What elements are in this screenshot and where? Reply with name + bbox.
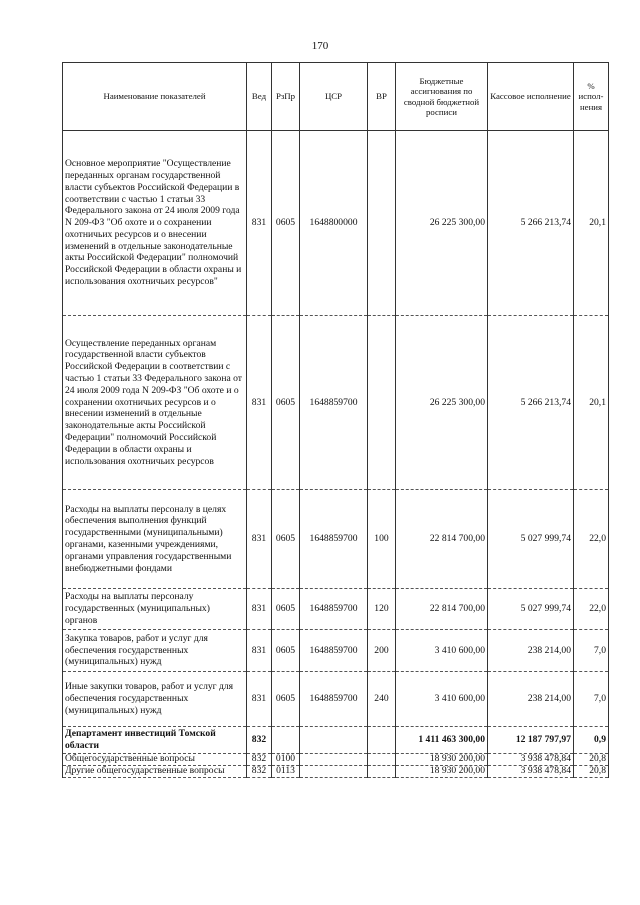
cell-budget: 1 411 463 300,00 — [396, 727, 488, 754]
cell-pct: 7,0 — [574, 630, 609, 672]
page-number: 170 — [311, 40, 329, 52]
cell-ved: 831 — [247, 316, 272, 490]
cell-name: Общегосударственные вопросы — [63, 753, 247, 765]
cell-csr — [300, 727, 368, 754]
table-row — [63, 765, 609, 777]
cell-csr: 1648859700 — [300, 672, 368, 727]
cell-ved: 831 — [247, 490, 272, 589]
cell-rzpr: 0605 — [272, 316, 300, 490]
cell-name: Осуществление переданных органам государственной власти субъектов Российской Федерации в соответствии с частью 1 статьи 33 Федерального закона от 24 июля 2009 года N 209-ФЗ "Об охоте и о сохранении охотничьих ресурсов и о внесении изменений в отдельные законодательные акты Российской Федерации" полномочий Российской Федерации в области охраны и использования охотничьих ресурсов — [63, 316, 247, 490]
cell-name: Расходы на выплаты персоналу государственных (муниципальных) органов — [63, 589, 247, 630]
col-header-vr: ВР — [368, 63, 396, 131]
budget-table — [62, 62, 609, 778]
cell-name: Основное мероприятие "Осуществление переданных органам государственной власти субъектов Российской Федерации в соответствии с частью 1 статьи 33 Федерального закона от 24 июля 2009 года N 209-ФЗ "Об охоте и о сохранении охотничьих ресурсов и о внесении изменений в отдельные законодательные акты Российской Федерации" полномочий Российской Федерации в области охраны и использования охотничьих ресурсов" — [63, 131, 247, 316]
cell-rzpr: 0113 — [272, 765, 300, 777]
cell-name: Департамент инвестиций Томской области — [63, 727, 247, 754]
cell-csr — [300, 765, 368, 777]
cell-rzpr: 0605 — [272, 589, 300, 630]
cell-budget: 26 225 300,00 — [396, 131, 488, 316]
cell-ved: 831 — [247, 672, 272, 727]
cell-cash: 5 027 999,74 — [488, 589, 574, 630]
cell-ved: 832 — [247, 765, 272, 777]
cell-vr — [368, 753, 396, 765]
cell-rzpr: 0605 — [272, 630, 300, 672]
cell-pct: 0,9 — [574, 727, 609, 754]
col-header-ved: Вед — [247, 63, 272, 131]
cell-name: Другие общегосударственные вопросы — [63, 765, 247, 777]
cell-cash: 5 027 999,74 — [488, 490, 574, 589]
cell-rzpr: 0605 — [272, 490, 300, 589]
cell-csr: 1648859700 — [300, 630, 368, 672]
cell-vr — [368, 316, 396, 490]
cell-rzpr: 0605 — [272, 131, 300, 316]
cell-budget: 18 930 200,00 — [396, 765, 488, 777]
cell-ved: 831 — [247, 630, 272, 672]
cell-pct: 7,0 — [574, 672, 609, 727]
col-header-csr: ЦСР — [300, 63, 368, 131]
table-row — [63, 630, 609, 672]
cell-name: Расходы на выплаты персоналу в целях обеспечения выполнения функций государственными (муниципальными) органами, казенными учреждениями, органами управления государственными внебюджетными фондами — [63, 490, 247, 589]
cell-rzpr — [272, 727, 300, 754]
cell-vr: 200 — [368, 630, 396, 672]
table-row — [63, 316, 609, 490]
table-header-row — [63, 63, 609, 131]
cell-cash: 3 938 478,84 — [488, 753, 574, 765]
cell-name: Закупка товаров, работ и услуг для обеспечения государственных (муниципальных) нужд — [63, 630, 247, 672]
col-header-pct: % испол-нения — [574, 63, 609, 131]
cell-cash: 238 214,00 — [488, 672, 574, 727]
table-row — [63, 727, 609, 754]
cell-pct: 22,0 — [574, 490, 609, 589]
cell-pct: 20,8 — [574, 765, 609, 777]
table-row — [63, 672, 609, 727]
cell-vr: 120 — [368, 589, 396, 630]
cell-cash: 238 214,00 — [488, 630, 574, 672]
cell-csr: 1648800000 — [300, 131, 368, 316]
col-header-rzpr: РзПр — [272, 63, 300, 131]
cell-ved: 832 — [247, 753, 272, 765]
cell-cash: 5 266 213,74 — [488, 316, 574, 490]
cell-vr — [368, 727, 396, 754]
cell-vr: 240 — [368, 672, 396, 727]
cell-budget: 22 814 700,00 — [396, 589, 488, 630]
col-header-budget: Бюджетные ассигнования по сводной бюджетной росписи — [396, 63, 488, 131]
cell-vr — [368, 765, 396, 777]
cell-vr — [368, 131, 396, 316]
table-row — [63, 490, 609, 589]
cell-cash: 12 187 797,97 — [488, 727, 574, 754]
cell-pct: 20,1 — [574, 316, 609, 490]
cell-vr: 100 — [368, 490, 396, 589]
cell-rzpr: 0100 — [272, 753, 300, 765]
cell-pct: 20,8 — [574, 753, 609, 765]
cell-budget: 26 225 300,00 — [396, 316, 488, 490]
col-header-name: Наименование показателей — [63, 63, 247, 131]
cell-budget: 3 410 600,00 — [396, 630, 488, 672]
cell-ved: 832 — [247, 727, 272, 754]
table-row — [63, 753, 609, 765]
cell-rzpr: 0605 — [272, 672, 300, 727]
cell-cash: 3 938 478,84 — [488, 765, 574, 777]
cell-csr: 1648859700 — [300, 589, 368, 630]
cell-name: Иные закупки товаров, работ и услуг для обеспечения государственных (муниципальных) нужд — [63, 672, 247, 727]
cell-budget: 18 930 200,00 — [396, 753, 488, 765]
cell-cash: 5 266 213,74 — [488, 131, 574, 316]
cell-ved: 831 — [247, 131, 272, 316]
cell-pct: 20,1 — [574, 131, 609, 316]
table-row — [63, 589, 609, 630]
cell-csr — [300, 753, 368, 765]
cell-csr: 1648859700 — [300, 316, 368, 490]
cell-budget: 22 814 700,00 — [396, 490, 488, 589]
cell-pct: 22,0 — [574, 589, 609, 630]
cell-ved: 831 — [247, 589, 272, 630]
col-header-cash: Кассовое исполнение — [488, 63, 574, 131]
cell-budget: 3 410 600,00 — [396, 672, 488, 727]
table-row — [63, 131, 609, 316]
cell-csr: 1648859700 — [300, 490, 368, 589]
